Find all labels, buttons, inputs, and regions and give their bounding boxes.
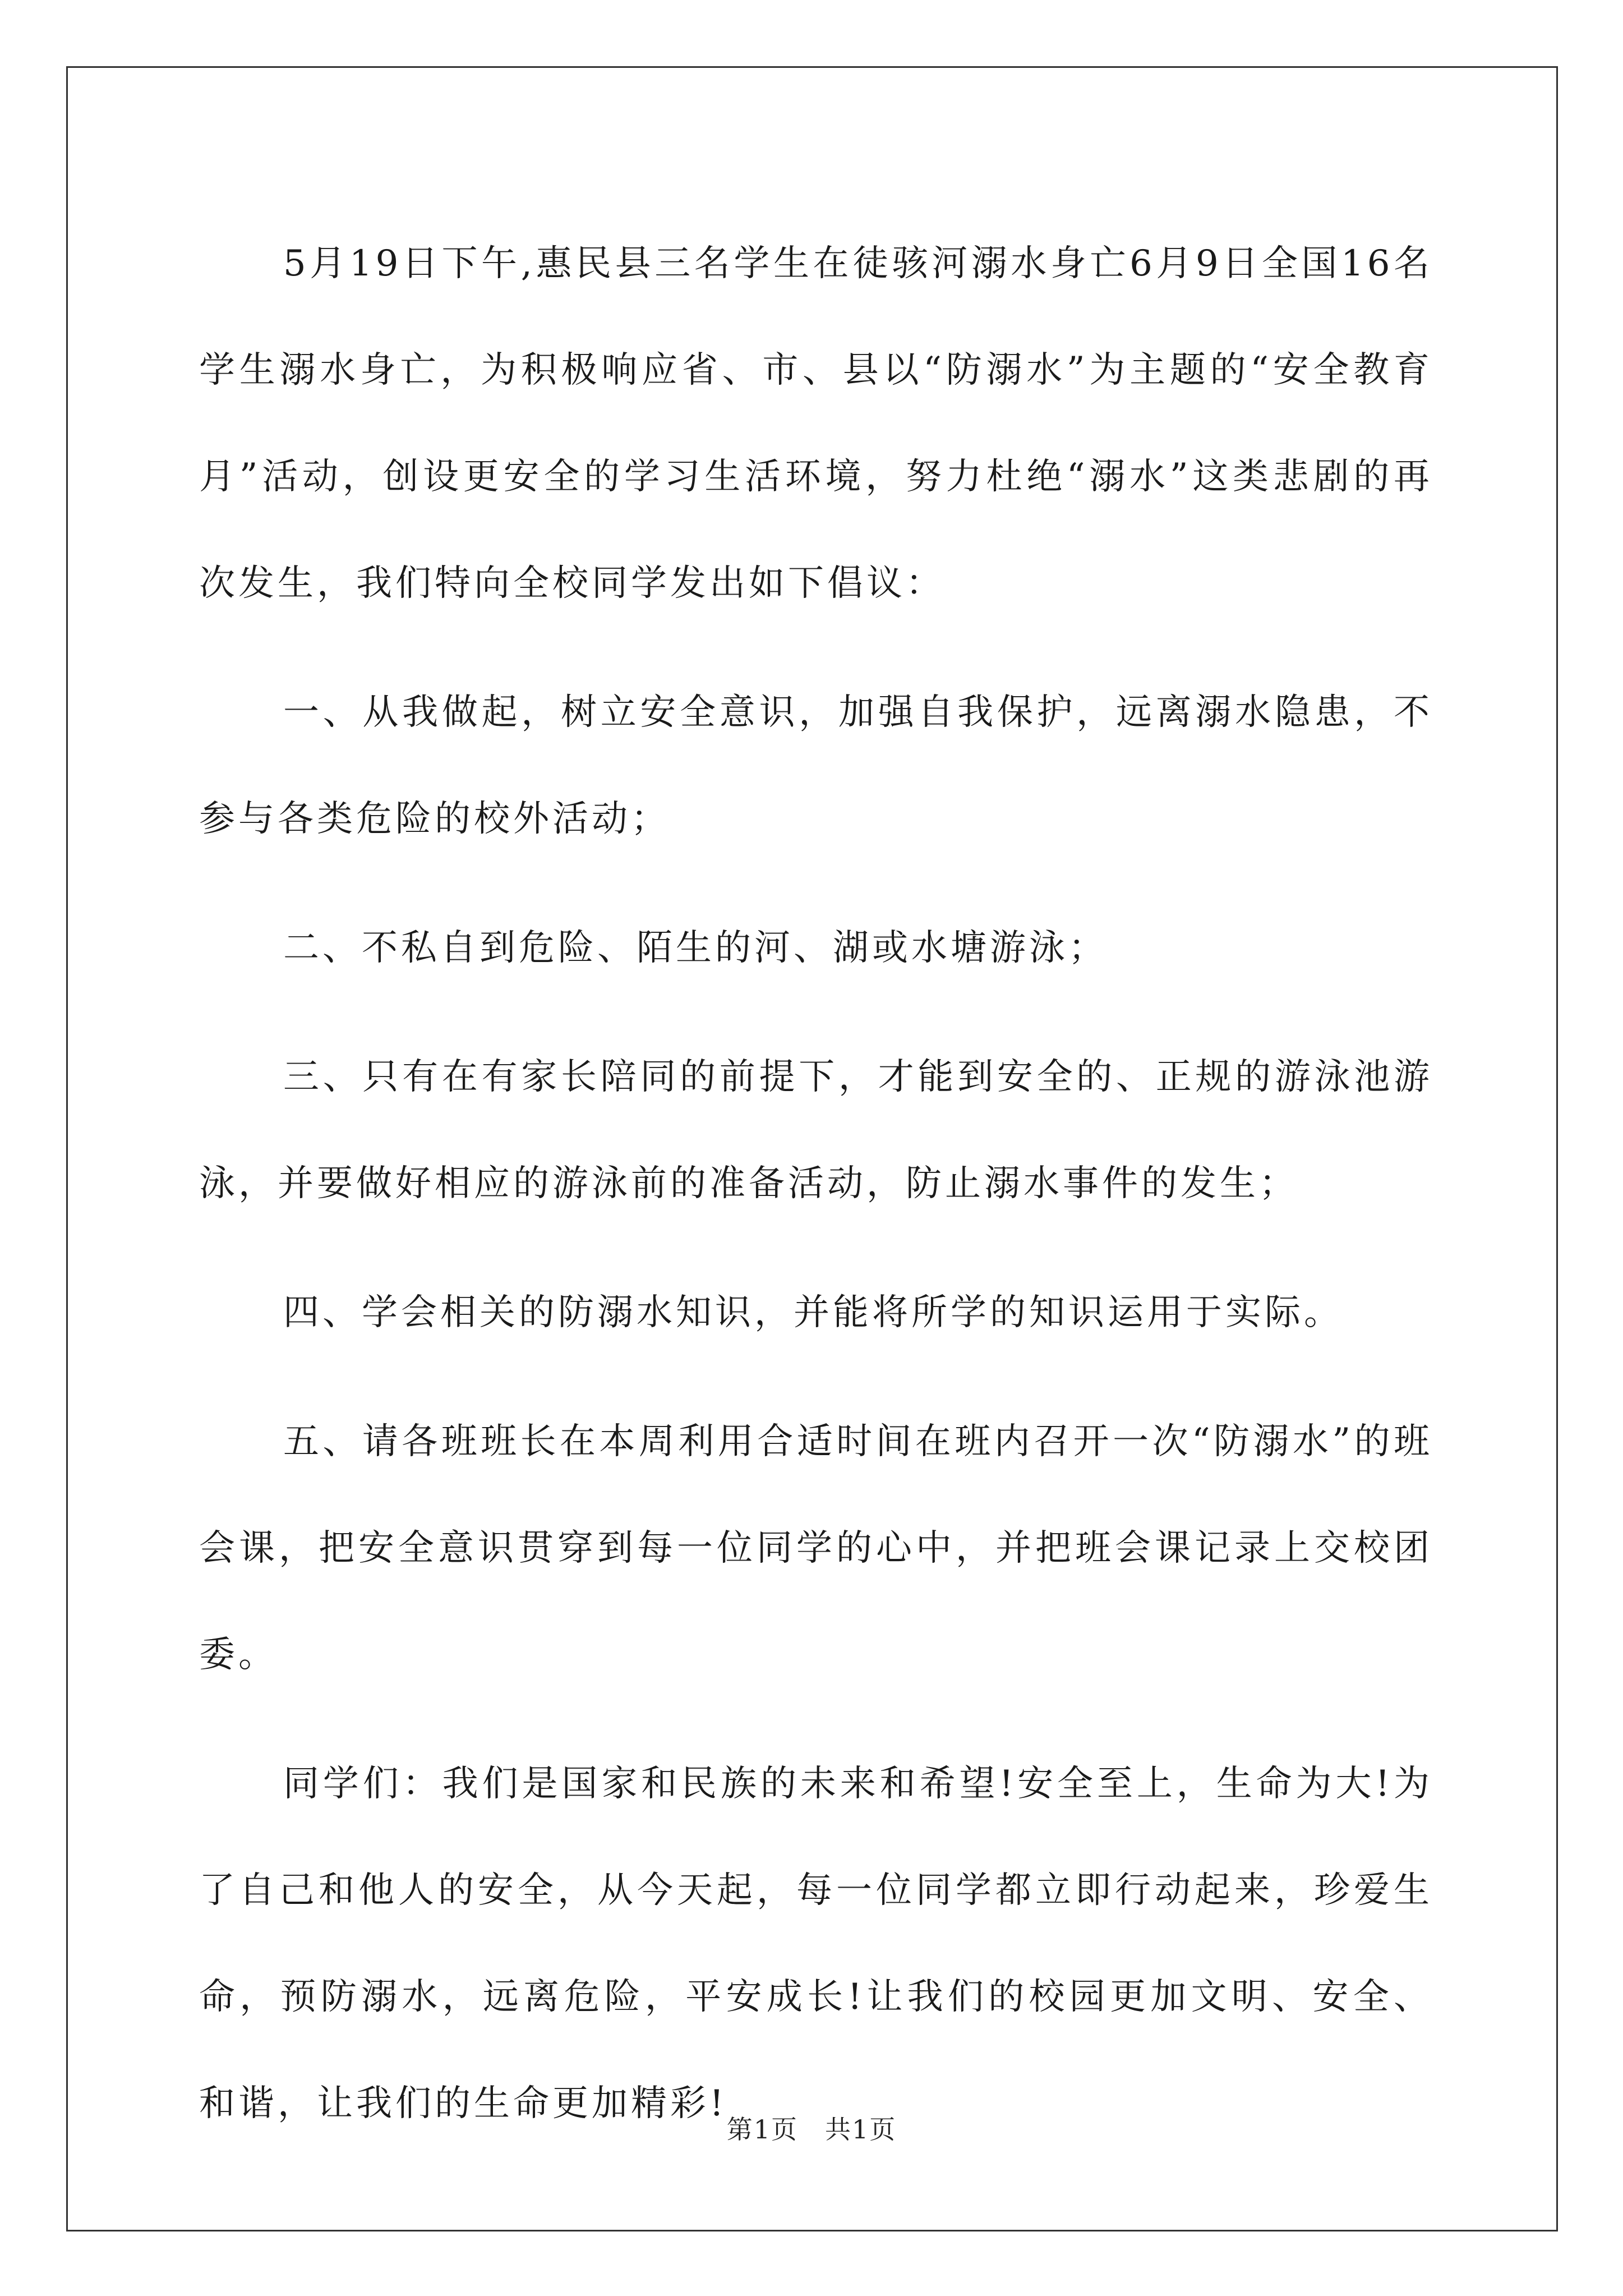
paragraph-item-1: 一、从我做起，树立安全意识，加强自我保护，远离溺水隐患，不参与各类危险的校外活动； (199, 692, 1433, 840)
paragraph-closing: 同学们：我们是国家和民族的未来和希望!安全至上，生命为大!为了自己和他人的安全，从今天起，每一位同学都立即行动起来，珍爱生命，预防溺水，远离危险，平安成长!让我们的校园更加文明、安全、和谐，让我们的生命更加精彩! (199, 1763, 1433, 2124)
paragraph-item-2: 二、不私自到危险、陌生的河、湖或水塘游泳； (283, 927, 1108, 969)
paragraph-item-5: 五、请各班班长在本周利用合适时间在班内召开一次“防溺水”的班会课，把安全意识贯穿到每一位同学的心中，并把班会课记录上交校团委。 (199, 1421, 1433, 1676)
paragraph-item-3: 三、只有在有家长陪同的前提下，才能到安全的、正规的游泳池游泳，并要做好相应的游泳前的准备活动，防止溺水事件的发生； (199, 1056, 1433, 1204)
paragraph-item-4: 四、学会相关的防溺水知识，并能将所学的知识运用于实际。 (283, 1292, 1343, 1333)
paragraph-intro: 5月19日下午,惠民县三名学生在徒骇河溺水身亡6月9日全国16名学生溺水身亡，为积极响应省、市、县以“防溺水”为主题的“安全教育月”活动，创设更安全的学习生活环境，努力杜绝“溺水”这类悲剧的再次发生，我们特向全校同学发出如下倡议： (199, 243, 1433, 604)
page-number-footer: 第1页 共1页 (726, 2114, 897, 2145)
document-body (199, 210, 1433, 2179)
